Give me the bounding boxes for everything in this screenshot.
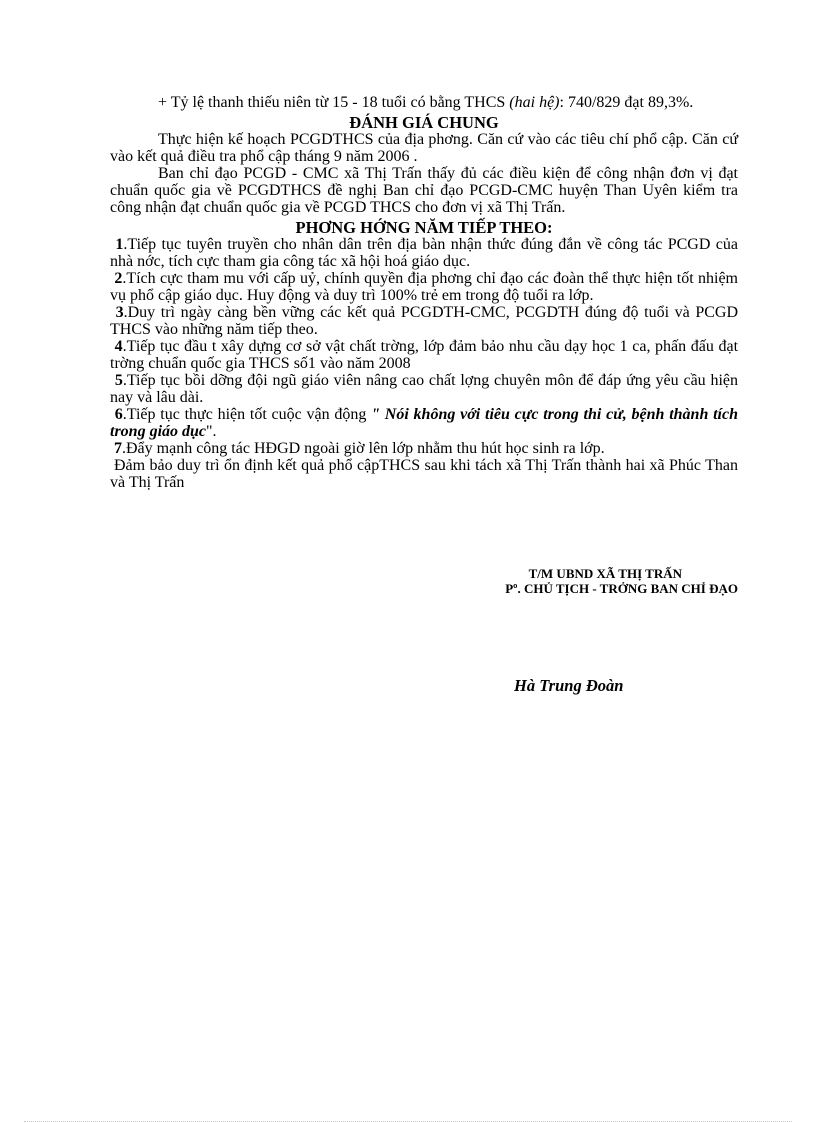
general-heading: ĐÁNH GIÁ CHUNG [349, 113, 499, 132]
direction-item-6: 6.Tiếp tục thực hiện tốt cuộc vận động " Nói không với tiêu cực trong thi cử, bệnh thành tích trong giáo dục". [110, 406, 739, 440]
signature-org [505, 566, 738, 596]
direction-item-2: 2.Tích cực tham mu với cấp uỷ, chính quyền địa phơng chỉ đạo các đoàn thể thực hiện tốt nhiệm vụ phổ cập giáo dục. Huy động và duy trì 100% trẻ em trong độ tuổi ra lớp. [110, 270, 739, 304]
page-footer-divider [24, 1121, 792, 1122]
signature-line-2: Pº. CHỦ TỊCH - TRỞNG BAN CHỈ ĐẠO [505, 581, 738, 596]
direction-heading: PHƠNG HỚNG NĂM TIẾP THEO: [295, 218, 553, 237]
signer-name: Hà Trung Đoàn [514, 676, 624, 695]
general-paragraph-1: Thực hiện kế hoạch PCGDTHCS của địa phơng. Căn cứ vào các tiêu chí phổ cập. Căn cứ vào kết quả điều tra phổ cập tháng 9 năm 2006 . [110, 131, 738, 165]
direction-item-3: 3.Duy trì ngày càng bền vững các kết quả PCGDTH-CMC, PCGDTH đúng độ tuổi và PCGD THCS vào những năm tiếp theo. [110, 304, 739, 338]
direction-item-7: 7.Đẩy mạnh công tác HĐGD ngoài giờ lên lớp nhằm thu hút học sinh ra lớp. [114, 440, 605, 457]
document-body [110, 94, 738, 491]
direction-item-1: 1.Tiếp tục tuyên truyền cho nhân dân trên địa bàn nhận thức đúng đắn về công tác PCGD của nhà nớc, tích cực tham gia công tác xã hội hoá giáo dục. [110, 236, 738, 270]
general-paragraph-2: Ban chỉ đạo PCGD - CMC xã Thị Trấn thấy đủ các điều kiện để công nhận đơn vị đạt chuẩn quốc gia về PCGDTHCS đề nghị Ban chỉ đạo PCGD-CMC huyện Than Uyên kiểm tra công nhận đạt chuẩn quốc gia về PCGD THCS cho đơn vị xã Thị Trấn. [110, 165, 738, 216]
direction-closing: Đảm bảo duy trì ổn định kết quả phổ cậpTHCS sau khi tách xã Thị Trấn thành hai xã Phúc Than và Thị Trấn [110, 457, 738, 491]
intro-italic: (hai hệ) [509, 94, 560, 111]
signature-line-1: T/M UBND XÃ THỊ TRẤN [528, 566, 682, 581]
intro-text: + Tỷ lệ thanh thiếu niên từ 15 - 18 tuổi có bằng THCS [158, 94, 510, 111]
intro-suffix: : 740/829 đạt 89,3%. [559, 94, 694, 111]
direction-item-5: 5.Tiếp tục bồi dỡng đội ngũ giáo viên nâng cao chất lợng chuyên môn để đáp ứng yêu cầu hiện nay và lâu dài. [110, 372, 739, 406]
intro-paragraph [110, 94, 738, 111]
direction-item-4: 4.Tiếp tục đầu t xây dựng cơ sở vật chất trờng, lớp đảm bảo nhu cầu dạy học 1 ca, phấn đấu đạt trờng chuẩn quốc gia THCS số1 vào năm 2008 [110, 338, 739, 372]
